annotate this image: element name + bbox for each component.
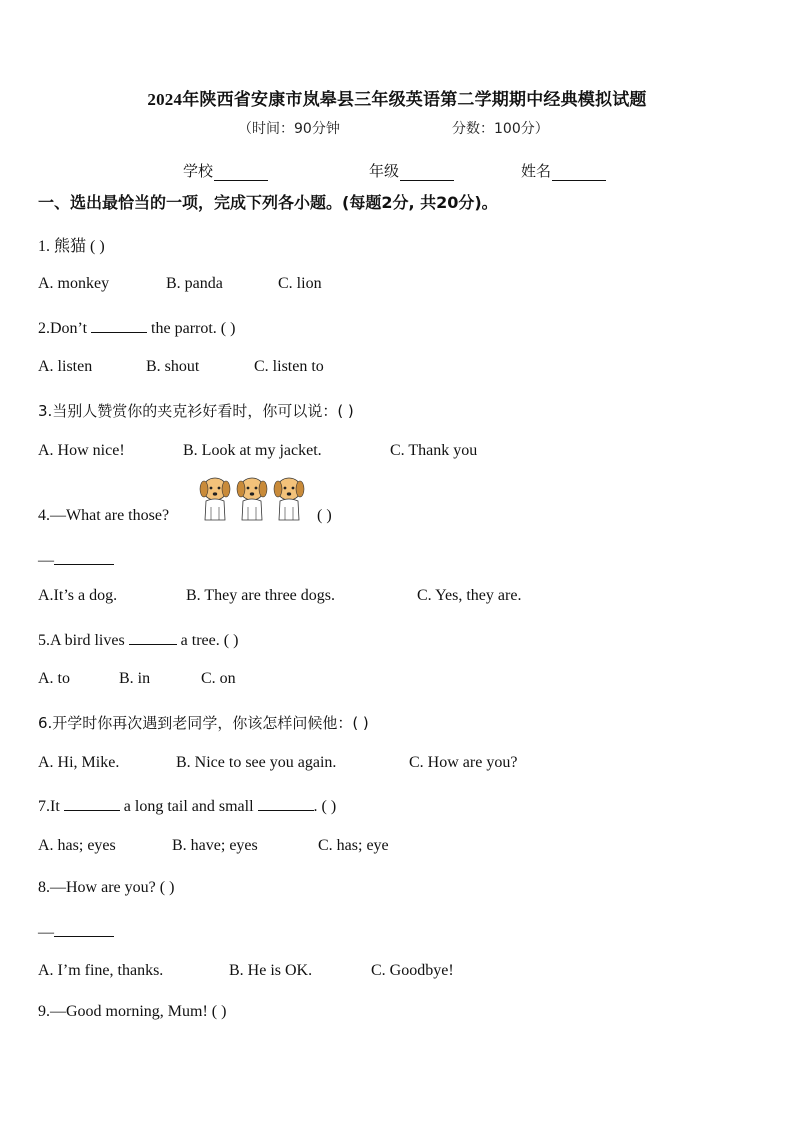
dash: — bbox=[38, 924, 54, 941]
question-4-answer-line bbox=[38, 549, 114, 570]
option-a[interactable]: A. listen bbox=[38, 358, 93, 375]
question-3-stem: 3.当别人赞赏你的夹克衫好看时，你可以说：( ) bbox=[38, 402, 354, 420]
grade-blank[interactable] bbox=[400, 164, 454, 181]
option-c[interactable]: C. How are you? bbox=[409, 754, 518, 771]
question-8-stem: 8.—How are you? ( ) bbox=[38, 879, 175, 896]
question-2-stem bbox=[38, 317, 235, 338]
option-c[interactable]: C. listen to bbox=[254, 358, 324, 375]
option-b[interactable]: B. shout bbox=[146, 358, 200, 375]
option-a[interactable]: A. I’m fine, thanks. bbox=[38, 962, 164, 979]
option-a[interactable]: A. to bbox=[38, 670, 70, 687]
question-5-stem bbox=[38, 629, 238, 650]
option-c[interactable]: C. Thank you bbox=[390, 442, 478, 459]
answer-blank[interactable] bbox=[129, 629, 177, 645]
option-b[interactable]: B. He is OK. bbox=[229, 962, 313, 979]
option-a[interactable]: A. has; eyes bbox=[38, 837, 116, 854]
answer-blank[interactable] bbox=[91, 317, 147, 333]
option-b[interactable]: B. have; eyes bbox=[172, 837, 258, 854]
question-7-stem bbox=[38, 795, 336, 816]
option-c[interactable]: C. Yes, they are. bbox=[417, 587, 522, 604]
stem-part: the parrot. ( ) bbox=[147, 320, 236, 337]
school-blank[interactable] bbox=[214, 164, 268, 181]
stem-part: 2.Don’t bbox=[38, 320, 92, 337]
answer-blank[interactable] bbox=[64, 795, 120, 811]
stem-part: . ( ) bbox=[313, 798, 337, 815]
stem-part: a tree. ( ) bbox=[176, 632, 239, 649]
answer-blank[interactable] bbox=[258, 795, 314, 811]
option-b[interactable]: B. Nice to see you again. bbox=[176, 754, 337, 771]
stem-part: a long tail and small bbox=[119, 798, 258, 815]
name-blank[interactable] bbox=[552, 164, 606, 181]
dog-icon bbox=[200, 478, 230, 520]
name-label: 姓名 bbox=[521, 162, 552, 180]
question-4-stem: 4.—What are those? bbox=[38, 507, 170, 524]
three-dogs-illustration bbox=[196, 474, 310, 522]
dog-icon bbox=[274, 478, 304, 520]
question-9-stem: 9.—Good morning, Mum! ( ) bbox=[38, 1003, 227, 1020]
option-b[interactable]: B. Look at my jacket. bbox=[183, 442, 322, 459]
stem-part: 7.It bbox=[38, 798, 64, 815]
exam-score: 分数：100分） bbox=[452, 121, 549, 137]
option-c[interactable]: C. Goodbye! bbox=[371, 962, 454, 979]
grade-label: 年级 bbox=[369, 162, 400, 180]
option-c[interactable]: C. lion bbox=[278, 275, 322, 292]
question-4-paren: ( ) bbox=[317, 507, 332, 524]
option-a[interactable]: A. Hi, Mike. bbox=[38, 754, 120, 771]
option-c[interactable]: C. on bbox=[201, 670, 236, 687]
question-6-stem: 6.开学时你再次遇到老同学，你该怎样问候他：( ) bbox=[38, 714, 369, 732]
section-heading: 一、选出最恰当的一项，完成下列各小题。(每题2分, 共20分)。 bbox=[38, 193, 498, 212]
dog-icon bbox=[237, 478, 267, 520]
name-field bbox=[521, 160, 606, 181]
stem-part: 5.A bird lives bbox=[38, 632, 129, 649]
exam-time: （时间：90分钟 bbox=[238, 121, 340, 137]
answer-blank[interactable] bbox=[54, 549, 114, 565]
dash: — bbox=[38, 552, 54, 569]
option-a[interactable]: A. How nice! bbox=[38, 442, 125, 459]
option-b[interactable]: B. panda bbox=[166, 275, 223, 292]
question-8-answer-line bbox=[38, 921, 114, 942]
question-1-stem: 1. 熊猫 ( ) bbox=[38, 238, 105, 255]
school-field bbox=[183, 160, 268, 181]
grade-field bbox=[369, 160, 454, 181]
school-label: 学校 bbox=[183, 162, 214, 180]
option-c[interactable]: C. has; eye bbox=[318, 837, 389, 854]
option-b[interactable]: B. in bbox=[119, 670, 151, 687]
option-a[interactable]: A. monkey bbox=[38, 275, 110, 292]
option-a[interactable]: A.It’s a dog. bbox=[38, 587, 118, 604]
page-title: 2024年陕西省安康市岚皋县三年级英语第二学期期中经典模拟试题 bbox=[147, 90, 647, 109]
option-b[interactable]: B. They are three dogs. bbox=[186, 587, 335, 604]
answer-blank[interactable] bbox=[54, 921, 114, 937]
